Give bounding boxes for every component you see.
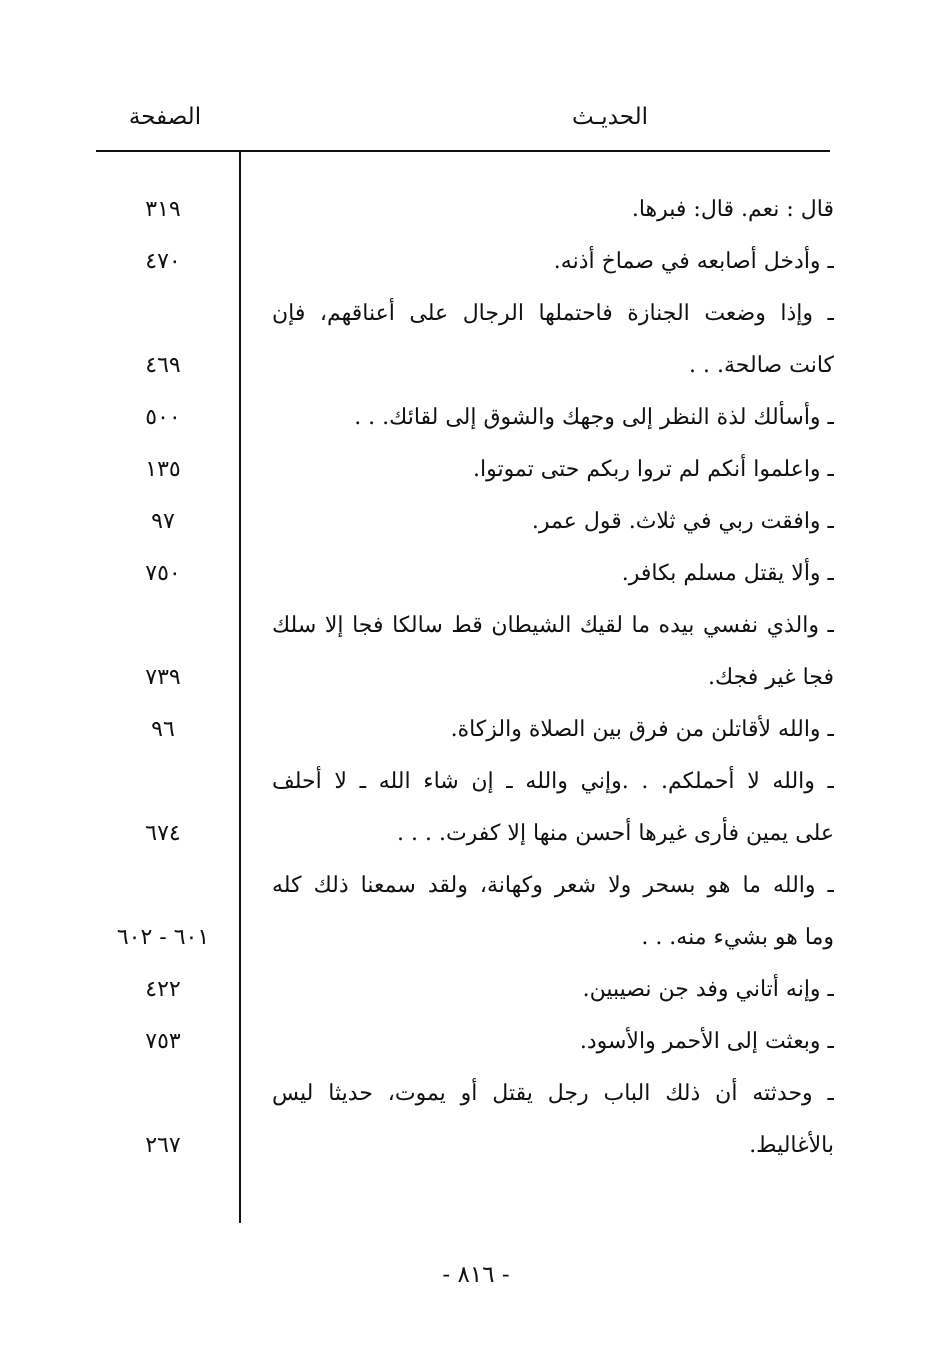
index-entry [0,860,952,964]
hadith-line: بالأغاليط. [749,1133,834,1158]
hadith-text [272,964,834,1016]
index-entry [0,548,952,600]
hadith-text [272,756,834,860]
hadith-text [272,1016,834,1068]
hadith-text [272,184,834,236]
column-header-hadith: الحديـث [571,104,649,130]
index-entry [0,496,952,548]
hadith-text [272,600,834,704]
hadith-text [272,704,834,756]
index-entry [0,964,952,1016]
page-reference: ٥٠٠ [145,405,181,430]
index-entry [0,756,952,860]
page-reference: ٧٥٣ [145,1029,181,1054]
index-entry [0,288,952,392]
hadith-line: على يمين فأرى غيرها أحسن منها إلا كفرت. . . . [397,821,834,846]
hadith-line: ـ واعلموا أنكم لم تروا ربكم حتى تموتوا. [472,457,834,482]
page-reference: ٧٣٩ [145,665,181,690]
hadith-line: ـ وإنه أتاني وفد جن نصيبين. [582,977,834,1002]
hadith-line: ـ وافقت ربي في ثلاث. قول عمر. [531,509,834,534]
hadith-text [272,548,834,600]
hadith-line: ـ والذي نفسي بيده ما لقيك الشيطان قط سالكا فجا إلا سلك [272,613,834,638]
hadith-line: فجا غير فجك. [708,665,834,690]
hadith-line: ـ والله ما هو بسحر ولا شعر وكهانة، ولقد سمعنا ذلك كله [272,873,834,898]
page-number: - ٨١٦ - [442,1262,510,1288]
page-reference: ٧٥٠ [145,561,181,586]
index-entry [0,1068,952,1172]
page-reference: ٢٦٧ [145,1133,181,1158]
hadith-text [272,1068,834,1172]
header-rule [96,150,830,152]
index-entry [0,1016,952,1068]
index-entry [0,392,952,444]
page-reference: ٦٠١ - ٦٠٢ [116,925,210,950]
page-reference: ٤٢٢ [145,977,181,1002]
column-header-page: الصفحة [128,104,202,130]
hadith-line: وما هو بشيء منه. . . [641,925,834,950]
hadith-text [272,860,834,964]
hadith-line: ـ وأسألك لذة النظر إلى وجهك والشوق إلى لقائك. . . [354,405,834,430]
hadith-text [272,288,834,392]
index-entry [0,600,952,704]
hadith-line: ـ وحدثته أن ذلك الباب رجل يقتل أو يموت، حديثا ليس [272,1081,834,1106]
hadith-text [272,392,834,444]
page-reference: ٩٦ [151,717,175,742]
page-reference: ٣١٩ [145,197,181,222]
hadith-line: ـ وألا يقتل مسلم بكافر. [621,561,834,586]
page-reference: ١٣٥ [145,457,181,482]
hadith-line: ـ والله لأقاتلن من فرق بين الصلاة والزكاة. [450,717,834,742]
index-entry [0,444,952,496]
page-reference: ٩٧ [151,509,175,534]
page-reference: ٤٦٩ [145,353,181,378]
index-entry [0,236,952,288]
hadith-line: ـ والله لا أحملكم. . .وإني والله ـ إن شاء الله ـ لا أحلف [272,769,834,794]
index-entry [0,704,952,756]
hadith-line: ـ وأدخل أصابعه في صماخ أذنه. [553,249,834,274]
hadith-text [272,444,834,496]
hadith-text [272,496,834,548]
page-reference: ٦٧٤ [145,821,181,846]
index-entries [0,184,952,1172]
index-entry [0,184,952,236]
hadith-line: ـ وبعثت إلى الأحمر والأسود. [579,1029,834,1054]
page-reference: ٤٧٠ [145,249,181,274]
hadith-line: قال : نعم. قال: فبرها. [631,197,834,222]
hadith-line: ـ وإذا وضعت الجنازة فاحتملها الرجال على أعناقهم، فإن [272,301,834,326]
hadith-text [272,236,834,288]
hadith-line: كانت صالحة. . . [689,353,834,378]
